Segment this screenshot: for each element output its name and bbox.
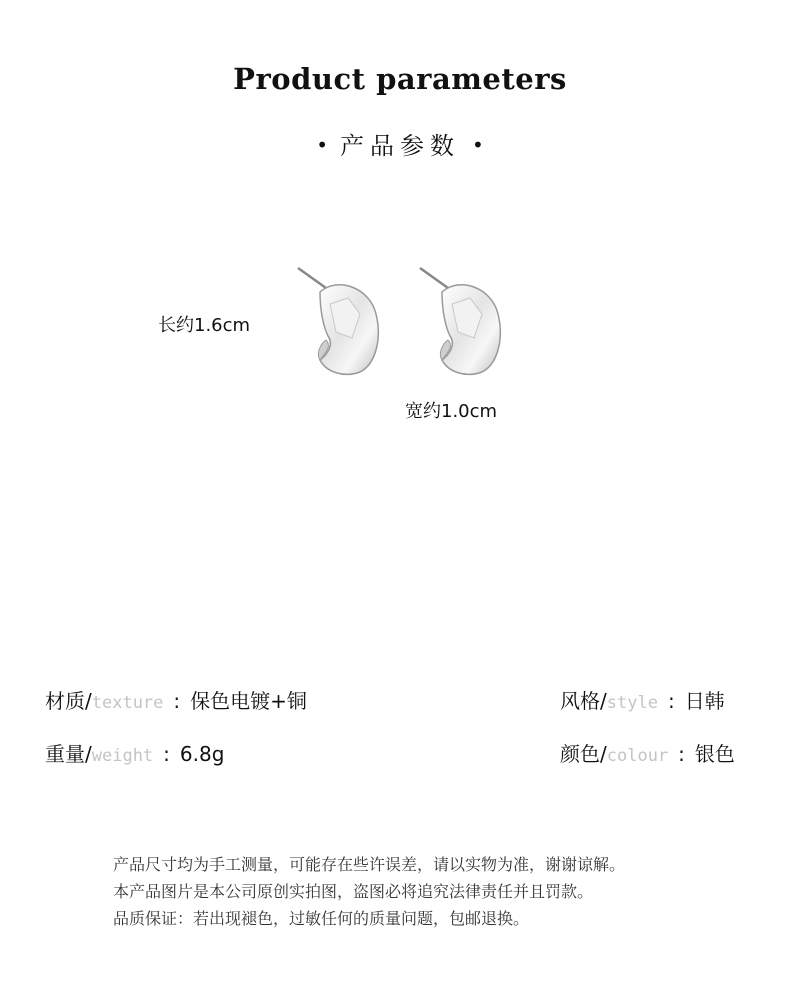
param-colour <box>560 738 735 767</box>
param-english-label: weight <box>91 746 154 766</box>
param-separator: : <box>163 742 170 766</box>
param-separator: : <box>173 689 181 713</box>
param-label: 风格/ <box>560 689 607 713</box>
page-title: Product parameters <box>233 62 567 96</box>
note-line: 产品尺寸均为手工测量，可能存在些许误差，请以实物为准，谢谢谅解。 <box>113 855 626 874</box>
param-label: 材质/ <box>45 689 92 713</box>
width-dimension: 宽约1.0cm <box>405 401 498 422</box>
param-english-label: texture <box>91 693 164 713</box>
param-label: 颜色/ <box>560 742 607 766</box>
subtitle-text: 产品参数 <box>340 132 460 160</box>
param-style <box>560 685 725 714</box>
param-value: 日韩 <box>684 689 725 713</box>
param-separator: : <box>667 689 675 713</box>
param-value: 保色电镀+铜 <box>190 689 307 713</box>
left-earring <box>298 268 378 374</box>
right-earring <box>420 268 500 374</box>
bullet-left: • <box>316 133 328 157</box>
param-english-label: style <box>606 693 658 713</box>
param-value: 6.8g <box>179 742 225 766</box>
param-english-label: colour <box>606 746 669 766</box>
param-separator: : <box>678 742 685 766</box>
param-texture <box>45 685 307 714</box>
earrings-product-image <box>290 262 520 382</box>
note-line: 本产品图片是本公司原创实拍图，盗图必将追究法律责任并且罚款。 <box>113 882 594 901</box>
param-value: 银色 <box>694 742 735 766</box>
length-dimension: 长约1.6cm <box>158 315 251 336</box>
param-weight <box>45 738 224 767</box>
note-line: 品质保证：若出现褪色，过敏任何的质量问题，包邮退换。 <box>113 909 530 928</box>
bullet-right: • <box>472 133 484 157</box>
param-label: 重量/ <box>45 742 92 766</box>
notes-block <box>113 851 625 932</box>
page-subtitle <box>0 126 800 161</box>
